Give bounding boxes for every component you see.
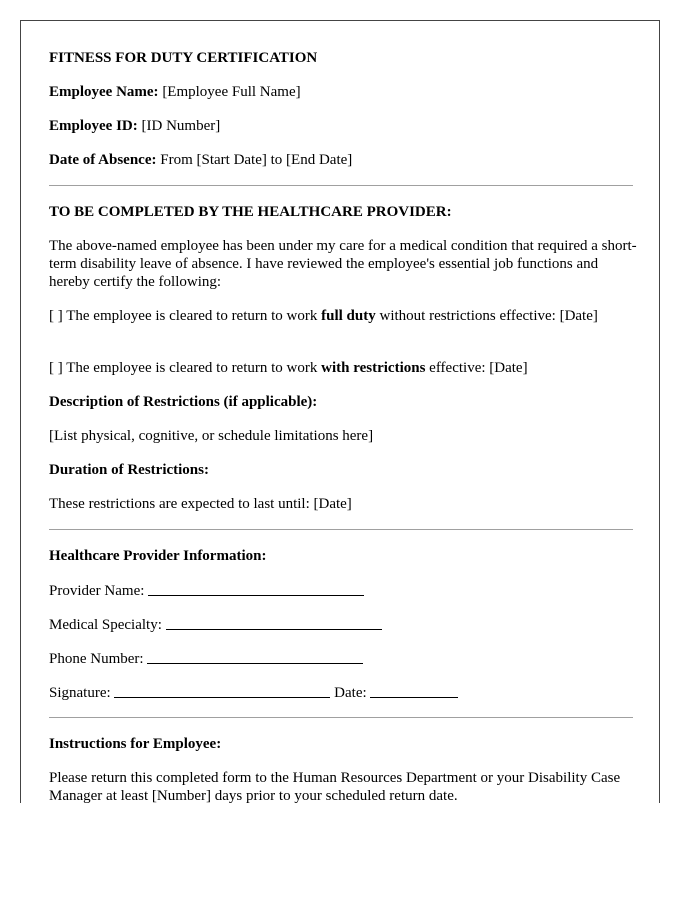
employee-id-value: [ID Number]: [141, 118, 221, 134]
phone-field[interactable]: [147, 650, 363, 664]
absence-row: [49, 151, 639, 169]
provider-name-row: [49, 581, 639, 600]
absence-label: Date of Absence:: [49, 152, 157, 168]
divider: [49, 717, 633, 718]
document-page: [20, 20, 660, 803]
specialty-field[interactable]: [166, 616, 382, 630]
instructions-heading: Instructions for Employee:: [49, 736, 222, 752]
employee-id-label: Employee ID:: [49, 118, 138, 134]
option-with-restrictions: [49, 359, 639, 377]
duration-value: These restrictions are expected to last until: [Date]: [49, 496, 352, 512]
provider-info-heading: Healthcare Provider Information:: [49, 548, 267, 564]
option-full-duty: [49, 307, 639, 325]
provider-name-label: Provider Name:: [49, 583, 145, 599]
phone-label: Phone Number:: [49, 651, 144, 667]
signature-row: [49, 683, 639, 702]
restrictions-value: [List physical, cognitive, or schedule limitations here]: [49, 428, 374, 444]
employee-name-value: [Employee Full Name]: [162, 84, 301, 100]
employee-id-row: [49, 117, 639, 135]
option-restricted-bold: with restrictions: [321, 360, 426, 376]
employee-name-label: Employee Name:: [49, 84, 159, 100]
provider-name-field[interactable]: [148, 582, 364, 596]
restrictions-heading: Description of Restrictions (if applicable):: [49, 394, 318, 410]
form-title: FITNESS FOR DUTY CERTIFICATION: [49, 50, 318, 66]
option-full-bold: full duty: [321, 308, 376, 324]
signature-date-label: Date:: [334, 685, 367, 701]
instructions-text: Please return this completed form to the Human Resources Department or your Disability Case Manager at least [Number] days prior to your scheduled return date.: [49, 770, 621, 803]
signature-label: Signature:: [49, 685, 111, 701]
signature-field[interactable]: [114, 684, 330, 698]
divider: [49, 185, 633, 186]
option-full-prefix: [ ] The employee is cleared to return to work: [49, 308, 322, 324]
divider: [49, 529, 633, 530]
option-full-suffix: without restrictions effective: [Date]: [375, 308, 598, 324]
option-restricted-prefix: [ ] The employee is cleared to return to work: [49, 360, 322, 376]
employee-name-row: [49, 83, 639, 101]
specialty-label: Medical Specialty:: [49, 617, 162, 633]
option-restricted-suffix: effective: [Date]: [425, 360, 528, 376]
duration-heading: Duration of Restrictions:: [49, 462, 209, 478]
provider-intro: The above-named employee has been under my care for a medical condition that required a short-term disability leave of absence. I have reviewed the employee's essential job functions and hereby certify the following:: [49, 238, 637, 290]
phone-row: [49, 649, 639, 668]
specialty-row: [49, 615, 639, 634]
provider-section-heading: TO BE COMPLETED BY THE HEALTHCARE PROVIDER:: [49, 204, 452, 220]
signature-date-field[interactable]: [370, 684, 458, 698]
absence-value: From [Start Date] to [End Date]: [160, 152, 353, 168]
